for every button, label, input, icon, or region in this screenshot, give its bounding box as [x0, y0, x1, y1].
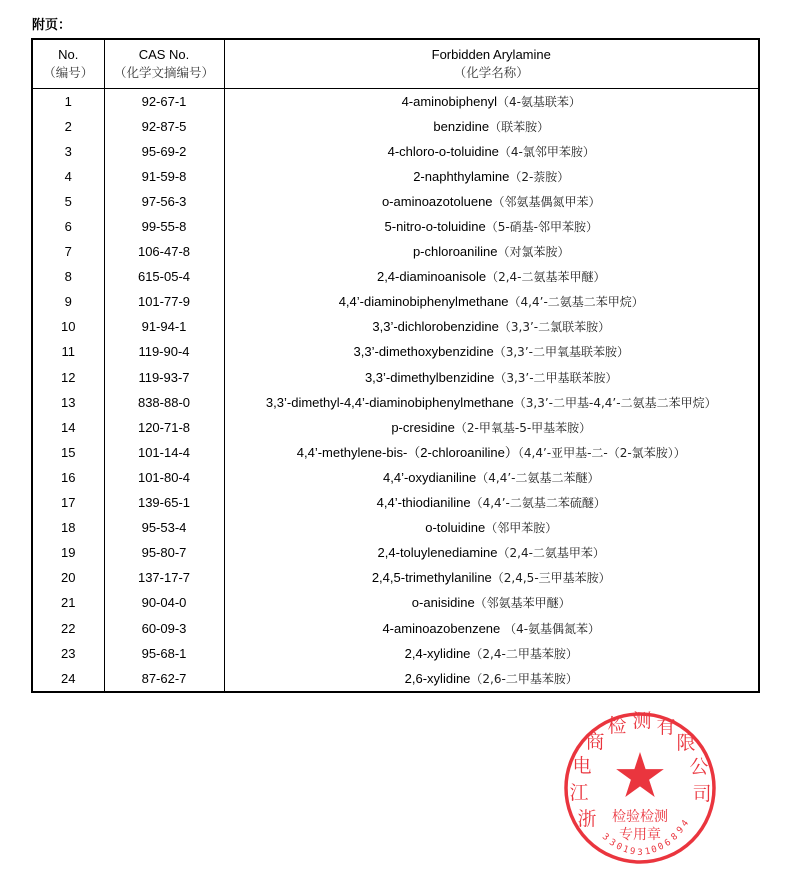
cell-no: 8: [32, 265, 104, 290]
table-header-row: [32, 39, 759, 89]
cell-no: 22: [32, 616, 104, 641]
svg-text:3: 3: [607, 837, 618, 849]
cell-chemical-name: [224, 591, 759, 616]
cell-chemical-name: [224, 365, 759, 390]
chemical-name-cn: （邻甲苯胺）: [485, 521, 558, 536]
cell-cas-number: 91-59-8: [104, 164, 224, 189]
svg-text:6: 6: [662, 837, 673, 849]
cell-chemical-name: [224, 666, 759, 692]
table-row: [32, 541, 759, 566]
cell-cas-number: 120-71-8: [104, 415, 224, 440]
chemical-name-cn: （2,4-二甲基苯胺）: [470, 646, 578, 661]
table-row: [32, 465, 759, 490]
cell-no: 23: [32, 641, 104, 666]
chemical-name-en: p-chloroaniline: [412, 244, 498, 260]
cell-no: 9: [32, 290, 104, 315]
chemical-name-cn: （3,3’-二甲氧基联苯胺）: [493, 345, 629, 360]
table-row: [32, 591, 759, 616]
svg-text:0: 0: [614, 841, 624, 853]
cell-no: 24: [32, 666, 104, 692]
table-row: [32, 89, 759, 115]
chemical-name-cn: （4-氨基偶氮苯）: [500, 621, 601, 636]
cell-chemical-name: [224, 390, 759, 415]
chemical-name-en: 4-aminoazobenzene: [382, 620, 501, 636]
svg-text:1: 1: [621, 844, 630, 856]
cell-chemical-name: [224, 541, 759, 566]
cell-chemical-name: [224, 290, 759, 315]
chemical-name-en: 2,4,5-trimethylaniline: [371, 570, 492, 586]
svg-text:浙: 浙: [577, 808, 597, 830]
svg-text:公: 公: [689, 756, 709, 778]
chemical-name-cn: （2-萘胺）: [509, 169, 570, 184]
cell-cas-number: 95-80-7: [104, 541, 224, 566]
chemical-name-en: 3,3’-dimethoxybenzidine: [353, 344, 494, 360]
column-header-label: Forbidden Arylamine: [431, 47, 551, 62]
cell-no: 12: [32, 365, 104, 390]
table-row: [32, 566, 759, 591]
cell-chemical-name: [224, 641, 759, 666]
cell-cas-number: 92-67-1: [104, 89, 224, 115]
column-header-name: [224, 39, 759, 89]
cell-cas-number: 95-69-2: [104, 139, 224, 164]
chemical-name-en: 4-aminobiphenyl: [401, 93, 497, 109]
chemical-name-en: 3,3’-dichlorobenzidine: [372, 319, 499, 335]
table-row: [32, 240, 759, 265]
table-row: [32, 641, 759, 666]
chemical-name-cn: （3,3’-二氯联苯胺）: [498, 320, 611, 335]
chemical-name-cn: （4,4’-二氨基二苯硫醚）: [470, 496, 606, 511]
chemical-name-cn: （4,4’-亚甲基-二-（2-氯苯胺））: [517, 445, 686, 460]
chemical-name-cn: （2,4,5-三甲基苯胺）: [491, 571, 611, 586]
table-row: [32, 290, 759, 315]
table-row: [32, 340, 759, 365]
table-row: [32, 390, 759, 415]
cell-cas-number: 119-90-4: [104, 340, 224, 365]
column-header-label: CAS No.: [138, 47, 190, 62]
chemical-name-en: 4,4’-thiodianiline: [376, 495, 471, 511]
table-row: [32, 440, 759, 465]
chemical-name-cn: （3,3’-二甲基-4,4’-二氨基二苯甲烷）: [513, 395, 717, 410]
cell-cas-number: 60-09-3: [104, 616, 224, 641]
svg-text:司: 司: [692, 783, 712, 805]
svg-text:3: 3: [637, 848, 643, 858]
company-seal-stamp: [560, 708, 720, 868]
chemical-name-cn: （4-氯邻甲苯胺）: [498, 144, 595, 159]
cell-no: 1: [32, 89, 104, 115]
table-row: [32, 315, 759, 340]
cell-cas-number: 95-53-4: [104, 516, 224, 541]
cell-chemical-name: [224, 89, 759, 115]
cell-chemical-name: [224, 139, 759, 164]
table-row: [32, 114, 759, 139]
svg-text:有: 有: [656, 716, 676, 738]
chemical-name-en: 2,4-diaminoanisole: [376, 269, 487, 285]
cell-no: 16: [32, 465, 104, 490]
forbidden-arylamine-table: [31, 38, 760, 693]
chemical-name-cn: （2,4-二氨基苯甲醚）: [486, 270, 606, 285]
chemical-name-en: 4,4’-methylene-bis-（2-chloroaniline）: [296, 444, 518, 460]
column-header-label: No.: [58, 47, 79, 62]
cell-no: 5: [32, 189, 104, 214]
cell-no: 18: [32, 516, 104, 541]
table-row: [32, 516, 759, 541]
svg-text:9: 9: [675, 825, 687, 837]
svg-text:8: 8: [669, 831, 680, 844]
cell-no: 14: [32, 415, 104, 440]
cell-chemical-name: [224, 465, 759, 490]
svg-text:专用章: 专用章: [619, 827, 661, 843]
chemical-name-en: 4-chloro-o-toluidine: [387, 143, 499, 159]
cell-cas-number: 90-04-0: [104, 591, 224, 616]
table-row: [32, 365, 759, 390]
svg-text:0: 0: [656, 841, 666, 853]
cell-no: 15: [32, 440, 104, 465]
cell-no: 2: [32, 114, 104, 139]
chemical-name-en: 4,4’-oxydianiline: [383, 469, 477, 485]
svg-text:检验检测: 检验检测: [612, 809, 668, 825]
chemical-name-en: 2,4-toluylenediamine: [377, 545, 498, 561]
cell-chemical-name: [224, 415, 759, 440]
cell-chemical-name: [224, 566, 759, 591]
cell-no: 17: [32, 491, 104, 516]
chemical-name-en: 2-naphthylamine: [413, 168, 510, 184]
chemical-name-cn: （2-甲氧基-5-甲基苯胺）: [454, 420, 592, 435]
chemical-name-en: o-toluidine: [425, 520, 486, 536]
cell-no: 7: [32, 240, 104, 265]
chemical-name-cn: （联苯胺）: [489, 119, 550, 134]
cell-chemical-name: [224, 440, 759, 465]
svg-text:限: 限: [676, 732, 696, 754]
cell-no: 4: [32, 164, 104, 189]
cell-no: 20: [32, 566, 104, 591]
table-row: [32, 189, 759, 214]
table-body: [32, 89, 759, 693]
svg-text:商: 商: [585, 731, 605, 753]
cell-cas-number: 137-17-7: [104, 566, 224, 591]
cell-cas-number: 91-94-1: [104, 315, 224, 340]
chemical-name-en: p-cresidine: [391, 419, 455, 435]
chemical-name-cn: （邻氨基偶氮甲苯）: [492, 194, 601, 209]
cell-chemical-name: [224, 315, 759, 340]
cell-cas-number: 101-77-9: [104, 290, 224, 315]
star-icon: [616, 752, 664, 797]
chemical-name-cn: （对氯苯胺）: [497, 245, 570, 260]
chemical-name-en: 2,4-xylidine: [404, 645, 471, 661]
cell-no: 11: [32, 340, 104, 365]
svg-text:电: 电: [572, 755, 592, 777]
cell-no: 19: [32, 541, 104, 566]
column-header-sub: （化学名称）: [453, 65, 529, 80]
cell-cas-number: 95-68-1: [104, 641, 224, 666]
table-row: [32, 139, 759, 164]
cell-no: 13: [32, 390, 104, 415]
chemical-name-en: o-anisidine: [411, 595, 475, 611]
appendix-title: 附页：: [32, 18, 72, 33]
svg-text:9: 9: [628, 846, 636, 858]
column-header-sub: （化学文摘编号）: [113, 65, 214, 80]
svg-text:测: 测: [632, 710, 652, 732]
cell-chemical-name: [224, 516, 759, 541]
cell-cas-number: 101-14-4: [104, 440, 224, 465]
column-header-no: [32, 39, 104, 89]
cell-cas-number: 97-56-3: [104, 189, 224, 214]
chemical-name-cn: （4,4’-二氨基二苯醚）: [476, 470, 600, 485]
cell-chemical-name: [224, 240, 759, 265]
table-row: [32, 214, 759, 239]
chemical-name-cn: （4-氨基联苯）: [496, 94, 581, 109]
cell-no: 10: [32, 315, 104, 340]
cell-chemical-name: [224, 616, 759, 641]
svg-text:0: 0: [650, 844, 659, 856]
cell-cas-number: 87-62-7: [104, 666, 224, 692]
chemical-name-en: 3,3’-dimethyl-4,4’-diaminobiphenylmethane: [265, 394, 514, 410]
table-row: [32, 666, 759, 692]
chemical-name-cn: （2,4-二氨基甲苯）: [497, 546, 605, 561]
table-row: [32, 265, 759, 290]
cell-chemical-name: [224, 114, 759, 139]
cell-cas-number: 139-65-1: [104, 491, 224, 516]
cell-cas-number: 106-47-8: [104, 240, 224, 265]
chemical-name-en: 4,4’-diaminobiphenylmethane: [338, 294, 509, 310]
svg-text:1: 1: [644, 846, 652, 858]
svg-text:江: 江: [569, 782, 589, 804]
table-row: [32, 616, 759, 641]
table-row: [32, 164, 759, 189]
svg-text:4: 4: [679, 818, 692, 829]
column-header-cas: [104, 39, 224, 89]
cell-no: 6: [32, 214, 104, 239]
column-header-sub: （编号）: [43, 65, 94, 80]
table-row: [32, 491, 759, 516]
svg-text:3: 3: [600, 831, 611, 844]
cell-cas-number: 99-55-8: [104, 214, 224, 239]
cell-chemical-name: [224, 340, 759, 365]
cell-chemical-name: [224, 189, 759, 214]
chemical-name-cn: （2,6-二甲基苯胺）: [470, 671, 578, 686]
cell-cas-number: 101-80-4: [104, 465, 224, 490]
chemical-name-cn: （邻氨基苯甲醚）: [474, 596, 571, 611]
cell-no: 3: [32, 139, 104, 164]
cell-cas-number: 838-88-0: [104, 390, 224, 415]
chemical-name-cn: （5-硝基-邻甲苯胺）: [485, 220, 598, 235]
table-row: [32, 415, 759, 440]
chemical-name-en: o-aminoazotoluene: [381, 193, 493, 209]
cell-chemical-name: [224, 214, 759, 239]
chemical-name-en: 3,3’-dimethylbenzidine: [364, 369, 495, 385]
cell-chemical-name: [224, 164, 759, 189]
cell-cas-number: 92-87-5: [104, 114, 224, 139]
cell-no: 21: [32, 591, 104, 616]
chemical-name-en: benzidine: [433, 118, 490, 134]
chemical-name-en: 2,6-xylidine: [404, 670, 471, 686]
chemical-name-en: 5-nitro-o-toluidine: [384, 219, 486, 235]
svg-text:检: 检: [607, 715, 627, 737]
chemical-name-cn: （4,4’-二氨基二苯甲烷）: [508, 295, 644, 310]
cell-cas-number: 615-05-4: [104, 265, 224, 290]
cell-chemical-name: [224, 491, 759, 516]
cell-chemical-name: [224, 265, 759, 290]
cell-cas-number: 119-93-7: [104, 365, 224, 390]
chemical-name-cn: （3,3’-二甲基联苯胺）: [494, 370, 618, 385]
